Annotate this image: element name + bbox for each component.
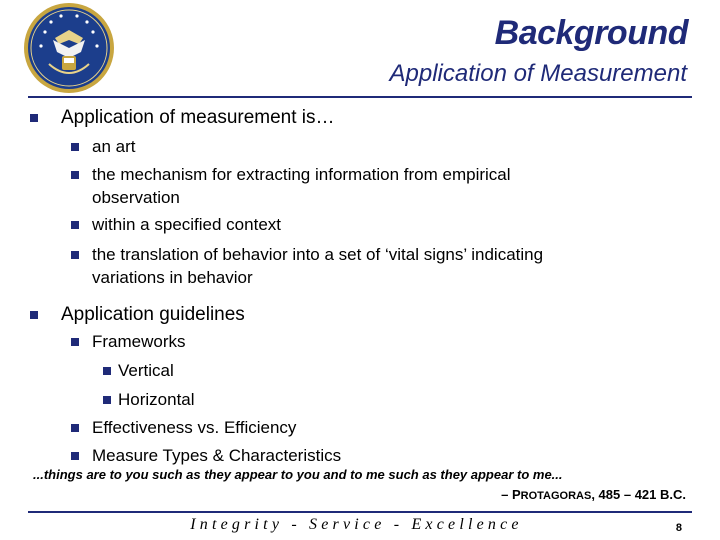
quote-text: ...things are to you such as they appear to you and to me such as they appear to me...	[33, 467, 563, 482]
list-item: within a specified context	[92, 215, 281, 234]
list-item: Effectiveness vs. Efficiency	[92, 418, 297, 437]
list-item: Horizontal	[118, 390, 195, 409]
page-number: 8	[675, 522, 682, 534]
bullet-icon	[71, 452, 79, 460]
bullet-icon	[30, 114, 38, 122]
slide-subtitle: Application of Measurement	[389, 60, 687, 87]
bullet-icon	[71, 424, 79, 432]
list-item: the mechanism for extracting information from empirical	[92, 165, 511, 184]
list-item: Measure Types & Characteristics	[92, 446, 342, 465]
bullet-icon	[30, 311, 38, 319]
air-force-seal-logo	[23, 2, 115, 94]
list-item: Vertical	[118, 361, 174, 380]
section2-heading: Application guidelines	[61, 304, 245, 325]
header-divider	[28, 96, 692, 98]
bullet-icon	[71, 251, 79, 259]
bullet-icon	[71, 171, 79, 179]
list-item-continuation: observation	[92, 188, 180, 207]
footer-divider	[28, 511, 692, 513]
list-item: Frameworks	[92, 332, 186, 351]
bullet-icon	[71, 338, 79, 346]
bullet-icon	[71, 143, 79, 151]
bullet-icon	[71, 221, 79, 229]
quote-author: – PROTAGORAS, 485 – 421 B.C.	[501, 487, 686, 502]
bullet-icon	[103, 367, 111, 375]
slide-title: Background	[494, 14, 688, 52]
footer-motto: Integrity - Service - Excellence	[190, 516, 523, 533]
list-item: an art	[92, 137, 136, 156]
list-item: the translation of behavior into a set of ‘vital signs’ indicating	[92, 245, 544, 264]
list-item-continuation: variations in behavior	[92, 268, 253, 287]
bullet-icon	[103, 396, 111, 404]
section1-heading: Application of measurement is…	[61, 107, 335, 128]
